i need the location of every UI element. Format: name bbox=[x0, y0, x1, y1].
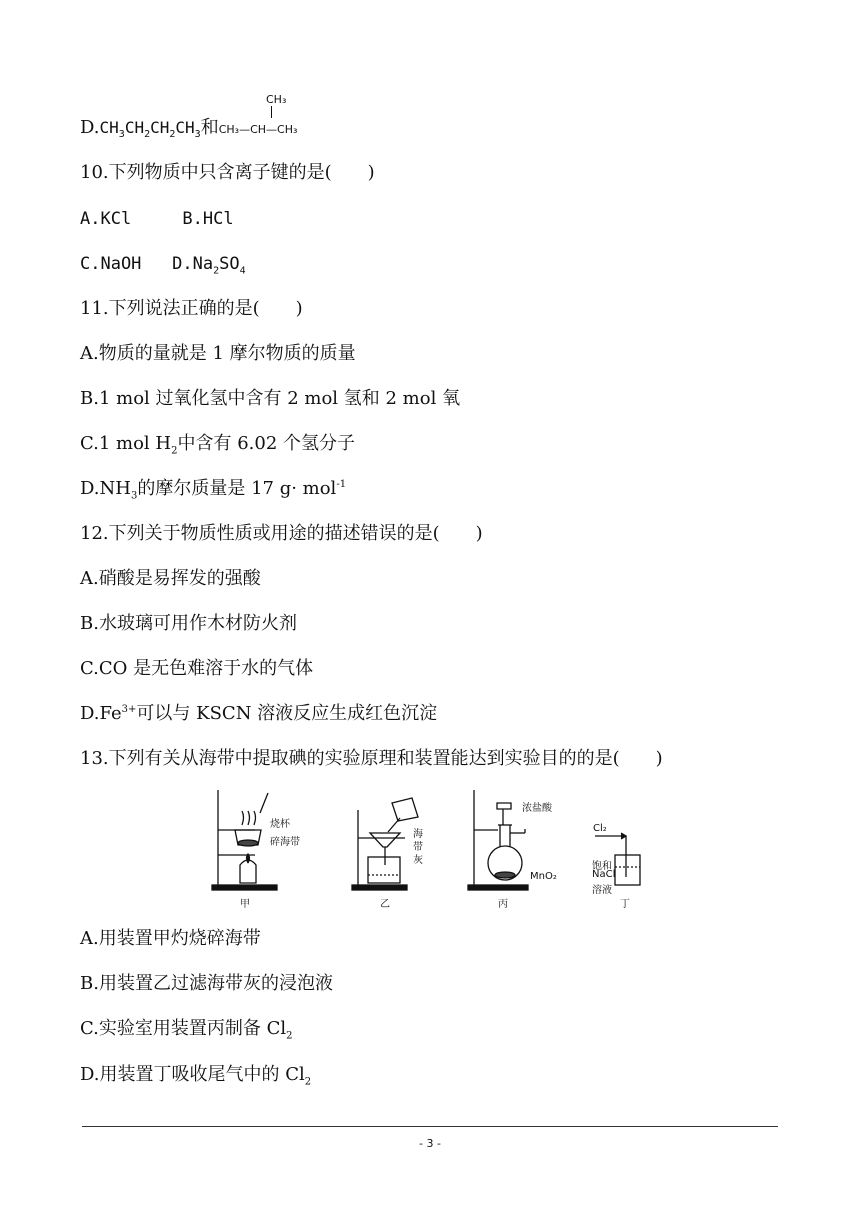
label-ash-1: 海 bbox=[413, 829, 423, 840]
q13-b: B.用装置乙过滤海带灰的浸泡液 bbox=[80, 973, 333, 994]
label-nacl-2: NaCl bbox=[592, 869, 616, 880]
isobutane-methyl: CH₃ bbox=[266, 93, 287, 106]
label-hcl: 浓盐酸 bbox=[522, 803, 552, 814]
q11-c: C.1 mol $H_2$中含有 6.02 个氢分子 bbox=[80, 433, 356, 457]
butane-formula: $CH_3CH_2CH_2CH_3$ bbox=[99, 118, 201, 141]
label-bing: 丙 bbox=[498, 899, 508, 910]
q13-stem: 13.下列有关从海带中提取碘的实验原理和装置能达到实验目的的是( ) bbox=[80, 748, 663, 769]
q10-stem: 10.下列物质中只含离子键的是( ) bbox=[80, 162, 375, 183]
label-mno2: MnO₂ bbox=[530, 871, 557, 882]
apparatus-drawing bbox=[200, 785, 660, 910]
q12-b: B.水玻璃可用作木材防火剂 bbox=[80, 613, 297, 634]
footer-rule bbox=[82, 1126, 778, 1127]
q10-cd: C.NaOH $D.Na_2SO_4$ bbox=[80, 254, 246, 277]
page-number: - 3 - bbox=[419, 1137, 441, 1150]
q11-a: A.物质的量就是 1 摩尔物质的质量 bbox=[80, 343, 356, 364]
q12-d: $D.Fe^{3+}$可以与 KSCN 溶液反应生成红色沉淀 bbox=[80, 703, 438, 724]
q12-c: C.CO 是无色难溶于水的气体 bbox=[80, 658, 314, 679]
q11-stem: 11.下列说法正确的是( ) bbox=[80, 298, 303, 319]
label-yi: 乙 bbox=[380, 899, 390, 910]
q10-ab: A.KCl B.HCl bbox=[80, 209, 234, 229]
q11-b: B.1 mol 过氧化氢中含有 2 mol 氢和 2 mol 氧 bbox=[80, 388, 461, 409]
label-ash-2: 带 bbox=[413, 842, 423, 853]
apparatus-figure bbox=[200, 785, 660, 910]
q13-d: D.用装置丁吸收尾气中的 $Cl_2$ bbox=[80, 1064, 312, 1088]
label-nacl-1: 饱和 bbox=[592, 861, 612, 872]
label-nacl-3: 溶液 bbox=[592, 885, 612, 896]
q12-stem: 12.下列关于物质性质或用途的描述错误的是( ) bbox=[80, 523, 483, 544]
q11-d: $D.NH_3$的摩尔质量是 17 g· mol$^{-1}$ bbox=[80, 478, 347, 502]
q9-option-d: $D.CH_3CH_2CH_2CH_3$和CH₃—CH—CH₃ bbox=[80, 117, 298, 141]
isobutane-main: CH₃—CH—CH₃ bbox=[218, 123, 298, 136]
label-cl2: Cl₂ bbox=[593, 823, 607, 834]
label-beaker: 烧杯 bbox=[270, 819, 290, 830]
label-ash-3: 灰 bbox=[413, 855, 423, 866]
label-ding: 丁 bbox=[620, 899, 630, 910]
label-jia: 甲 bbox=[240, 899, 250, 910]
q13-c: C.实验室用装置丙制备 $Cl_2$ bbox=[80, 1018, 293, 1042]
q12-a: A.硝酸是易挥发的强酸 bbox=[80, 568, 261, 589]
label-seaweed: 碎海带 bbox=[270, 837, 300, 848]
q13-a: A.用装置甲灼烧碎海带 bbox=[80, 928, 261, 949]
